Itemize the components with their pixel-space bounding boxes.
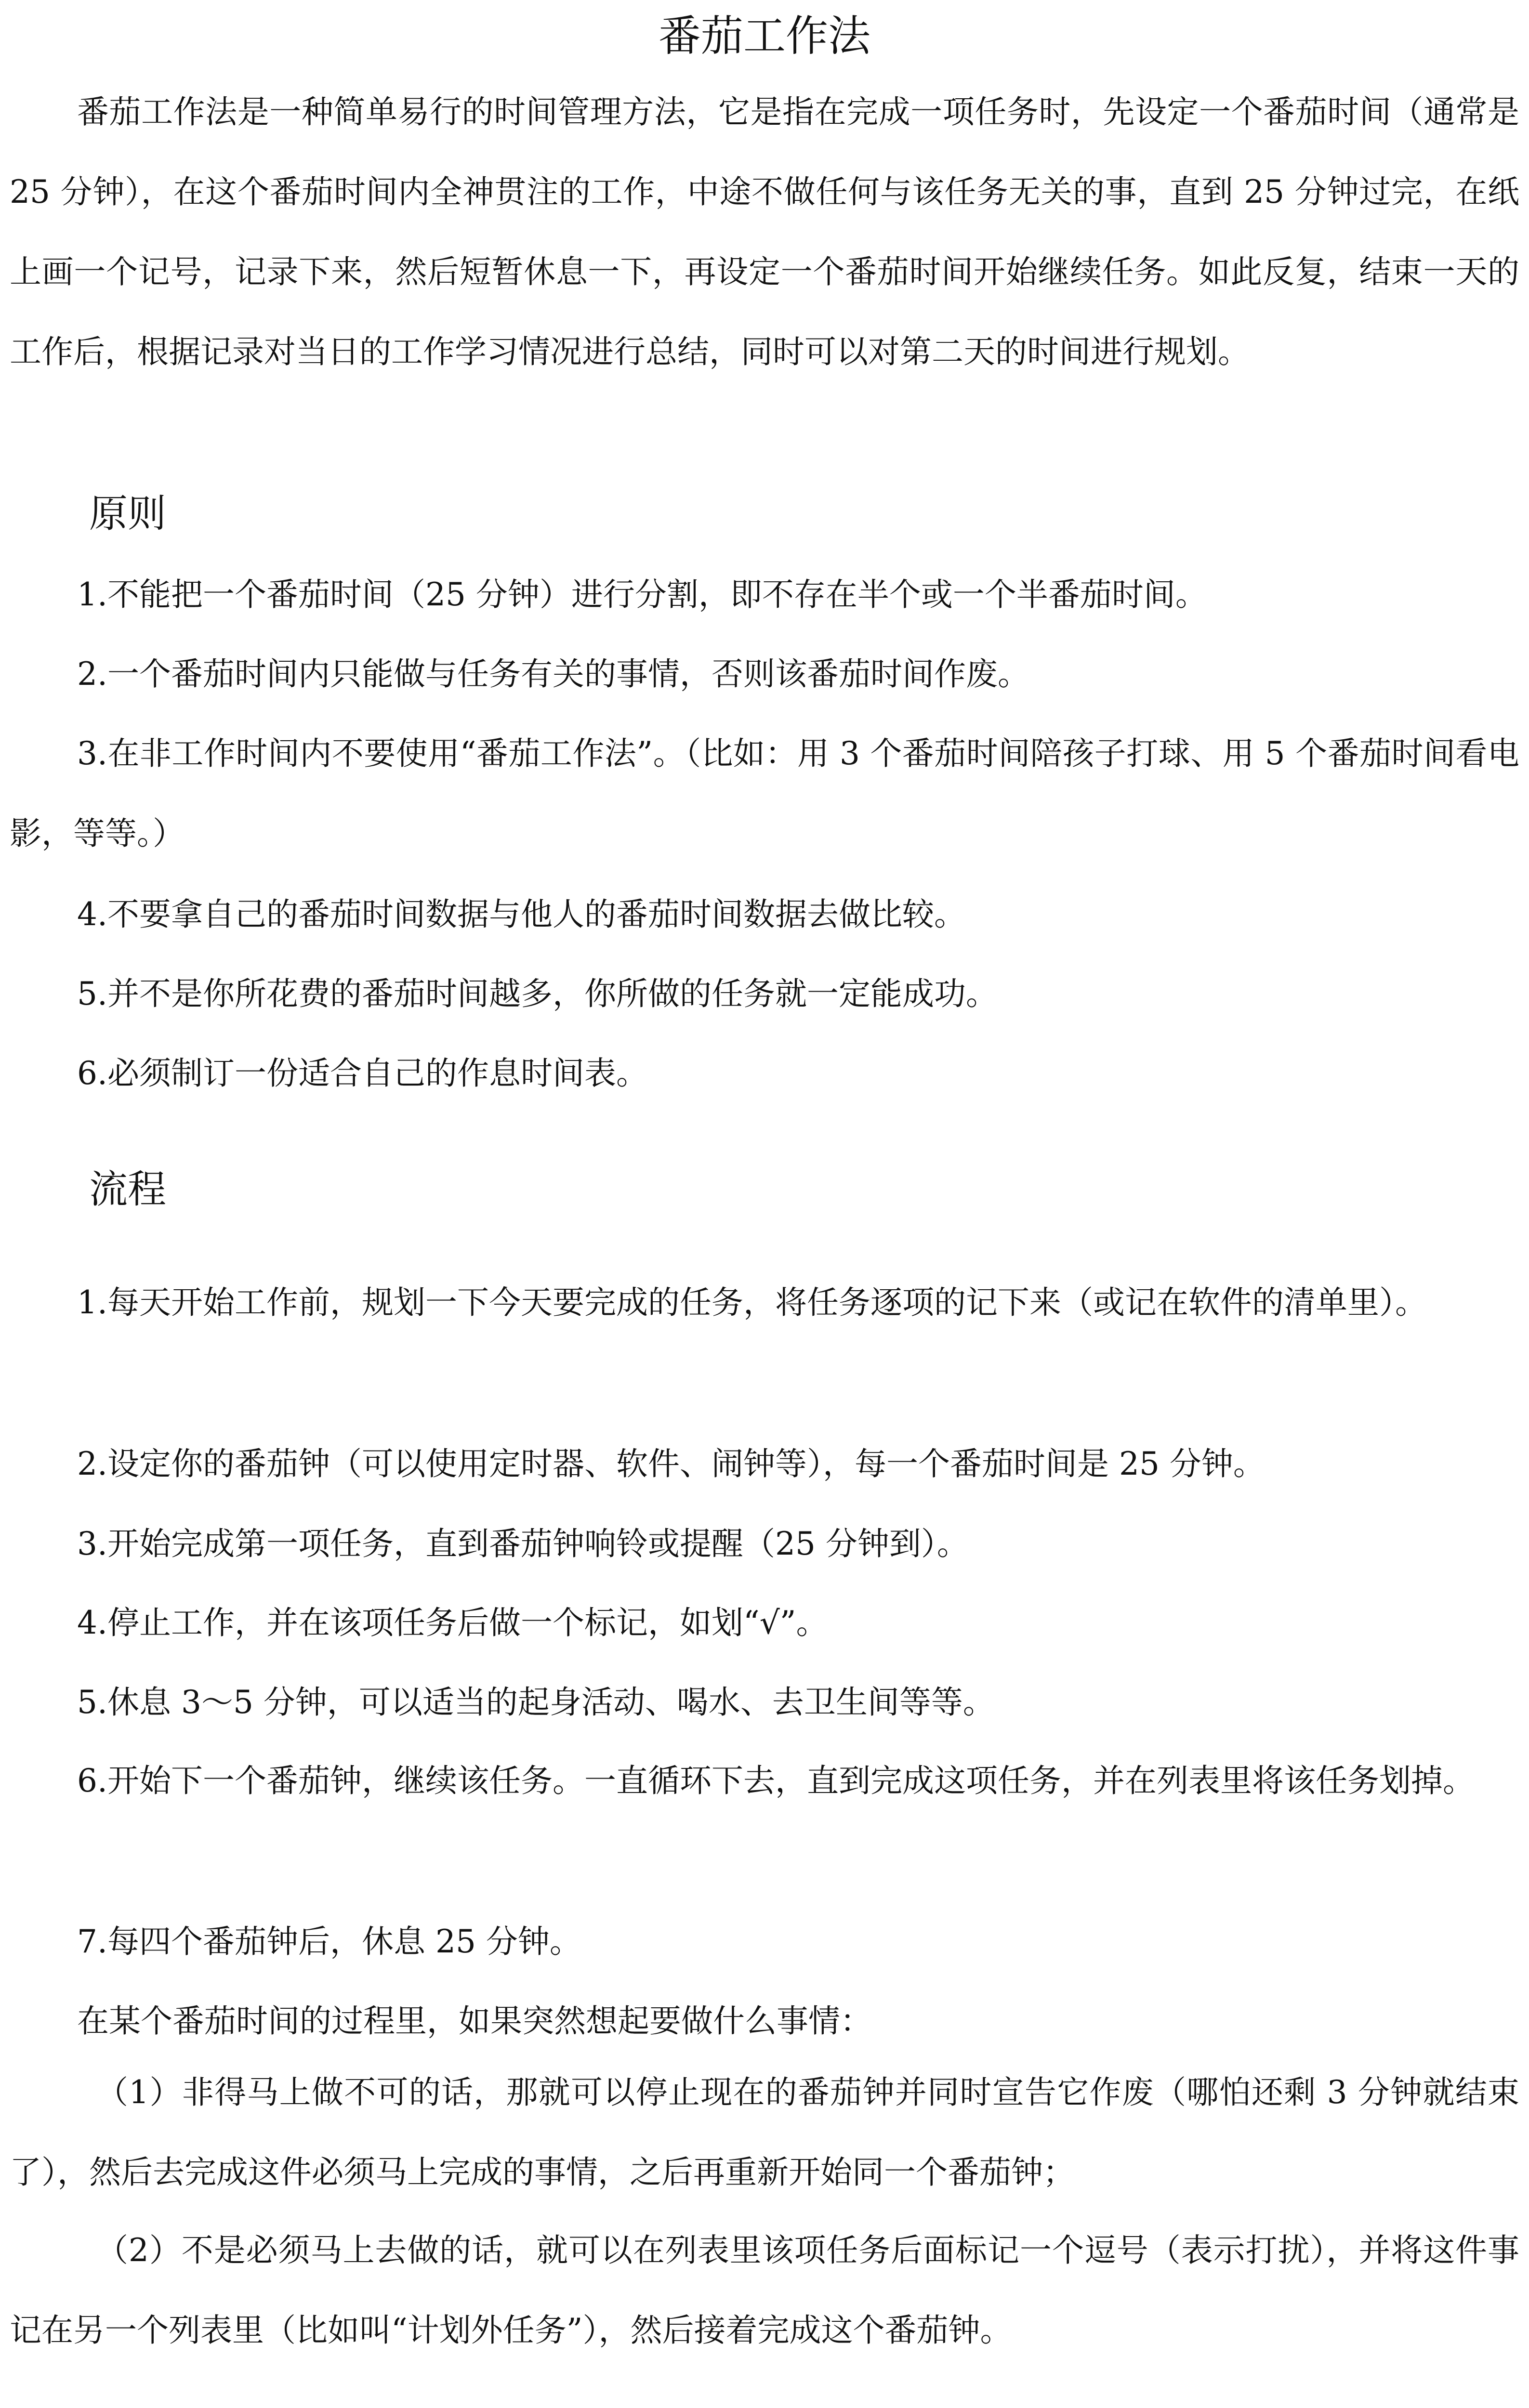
process-item: 2.设定你的番茄钟（可以使用定时器、软件、闹钟等），每一个番茄时间是 25 分钟。 [77,1445,1265,1482]
process-item: 5.休息 3～5 分钟，可以适当的起身活动、喝水、去卫生间等等。 [77,1684,995,1721]
principle-item: 2.一个番茄时间内只能做与任务有关的事情，否则该番茄时间作废。 [77,655,1029,693]
principle-item: 6.必须制订一份适合自己的作息时间表。 [77,1055,648,1092]
principle-item: 3.在非工作时间内不要使用“番茄工作法”。（比如：用 3 个番茄时间陪孩子打球、用 5 个番茄时间看电影，等等。） [10,735,1519,852]
interrupt-intro: 在某个番茄时间的过程里，如果突然想起要做什么事情： [77,2002,872,2040]
interrupt-case-2: （2）不是必须马上去做的话，就可以在列表里该项任务后面标记一个逗号（表示打扰），并将这件事记在另一个列表里（比如叫“计划外任务”），然后接着完成这个番茄钟。 [10,2232,1519,2349]
principle-item: 1.不能把一个番茄时间（25 分钟）进行分割，即不存在半个或一个半番茄时间。 [77,576,1207,613]
process-item: 3.开始完成第一项任务，直到番茄钟响铃或提醒（25 分钟到）。 [77,1525,969,1562]
process-item: 7.每四个番茄钟后，休息 25 分钟。 [77,1923,581,1960]
principle-item: 5.并不是你所花费的番茄时间越多，你所做的任务就一定能成功。 [77,975,998,1012]
principles-heading: 原则 [89,491,166,536]
interrupt-case-1: （1）非得马上做不可的话，那就可以停止现在的番茄钟并同时宣告它作废（哪怕还剩 3 分钟就结束了），然后去完成这件必须马上完成的事情，之后再重新开始同一个番茄钟； [10,2074,1519,2191]
process-item: 6.开始下一个番茄钟，继续该任务。一直循环下去，直到完成这项任务，并在列表里将该任务划掉。 [77,1762,1475,1799]
process-item: 1.每天开始工作前，规划一下今天要完成的任务，将任务逐项的记下来（或记在软件的清单里）。 [77,1284,1427,1321]
process-heading: 流程 [89,1167,166,1212]
intro-paragraph: 番茄工作法是一种简单易行的时间管理方法，它是指在完成一项任务时，先设定一个番茄时间（通常是 25 分钟），在这个番茄时间内全神贯注的工作，中途不做任何与该任务无关的事，直到 25 分钟过完，在纸上画一个记号，记录下来，然后短暂休息一下，再设定一个番茄时间开始继续任务。如此反复，结束一天的工作后，根据记录对当日的工作学习情况进行总结，同时可以对第二天的时间进行规划。 [10,93,1519,370]
process-item: 4.停止工作，并在该项任务后做一个标记，如划“√”。 [77,1604,828,1641]
page-title: 番茄工作法 [658,11,870,61]
principle-item: 4.不要拿自己的番茄时间数据与他人的番茄时间数据去做比较。 [77,896,966,933]
